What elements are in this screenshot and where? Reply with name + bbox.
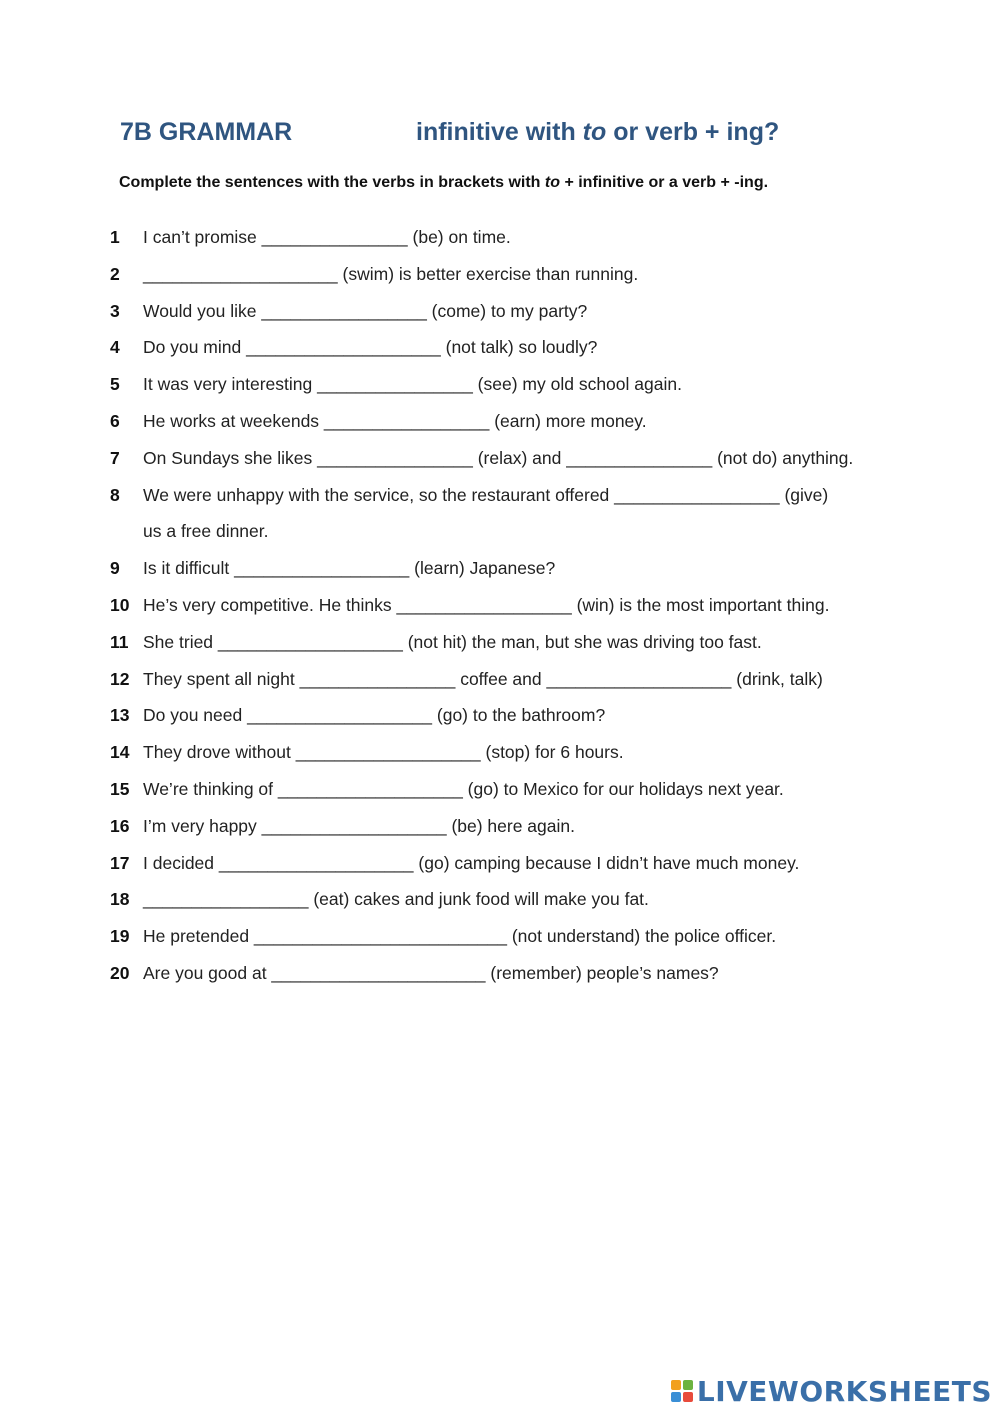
exercise-item: [110, 852, 910, 889]
exercise-sentence: He pretended __________________________ (not understand) the police officer.: [143, 926, 777, 947]
exercise-number: 5: [110, 374, 120, 395]
exercise-number: 12: [110, 668, 130, 689]
logo-square: [671, 1392, 681, 1402]
exercise-sentence: He’s very competitive. He thinks __________________ (win) is the most important thing.: [143, 594, 830, 615]
exercise-sentence: Are you good at ______________________ (remember) people’s names?: [143, 962, 719, 983]
exercise-item: [110, 815, 910, 852]
exercise-item: [110, 631, 910, 668]
exercise-sentence: They spent all night ________________ coffee and ___________________ (drink, talk): [143, 668, 823, 689]
exercise-item: [110, 704, 910, 741]
exercise-sentence: She tried ___________________ (not hit) the man, but she was driving too fast.: [143, 631, 762, 652]
exercise-number: 1: [110, 227, 120, 247]
exercise-number: 14: [110, 742, 130, 763]
exercise-sentence: We were unhappy with the service, so the restaurant offered _________________ (give): [143, 484, 829, 505]
exercise-item: [110, 594, 910, 631]
topic-part-2: or verb + ing?: [606, 118, 780, 146]
exercise-number: 3: [110, 300, 120, 321]
exercise-sentence: Is it difficult __________________ (learn) Japanese?: [143, 558, 556, 579]
liveworksheets-logo: [671, 1375, 992, 1407]
exercise-number: 13: [110, 705, 130, 726]
exercise-sentence: We’re thinking of ___________________ (go) to Mexico for our holidays next year.: [143, 778, 784, 799]
exercise-item: [110, 557, 910, 594]
logo-square: [683, 1380, 693, 1390]
exercise-item: [110, 300, 910, 337]
exercise-sentence: _________________ (eat) cakes and junk food will make you fat.: [143, 889, 649, 910]
topic-italic: to: [582, 118, 607, 146]
exercise-sentence-continuation: us a free dinner.: [143, 521, 269, 542]
exercise-item: [110, 226, 910, 263]
exercise-item: [110, 778, 910, 815]
instructions-italic: to: [544, 174, 560, 191]
exercise-number: 6: [110, 410, 120, 431]
logo-square: [671, 1380, 681, 1390]
brand-name: LIVEWORKSHEETS: [696, 1374, 992, 1408]
exercise-sentence: I decided ____________________ (go) camping because I didn’t have much money.: [143, 852, 800, 873]
exercise-item: [110, 447, 910, 484]
worksheet-code: 7B GRAMMAR: [120, 118, 293, 146]
exercise-number: 10: [110, 594, 130, 615]
exercise-number: 9: [110, 558, 120, 579]
exercise-number: 11: [110, 631, 129, 652]
exercise-sentence: I can’t promise _______________ (be) on time.: [143, 227, 511, 247]
exercise-item: [110, 263, 910, 300]
exercise-sentence: ____________________ (swim) is better exercise than running.: [143, 263, 639, 284]
exercise-sentence: They drove without ___________________ (stop) for 6 hours.: [143, 742, 624, 763]
exercise-sentence: I’m very happy ___________________ (be) here again.: [143, 815, 575, 836]
exercise-sentence: It was very interesting ________________ (see) my old school again.: [143, 374, 682, 395]
exercise-sentence: Do you need ___________________ (go) to the bathroom?: [143, 705, 606, 726]
logo-mark-icon: [671, 1380, 693, 1402]
exercise-item: [110, 925, 910, 962]
exercise-number: 20: [110, 962, 130, 983]
exercise-number: 16: [110, 815, 130, 836]
worksheet-topic: [416, 118, 779, 147]
exercise-number: 17: [110, 852, 130, 873]
exercise-sentence: He works at weekends _________________ (earn) more money.: [143, 410, 647, 431]
instructions: [119, 174, 919, 192]
exercise-number: 15: [110, 778, 130, 799]
exercise-number: 19: [110, 926, 130, 947]
exercise-item: [110, 668, 910, 705]
logo-square: [683, 1392, 693, 1402]
exercise-sentence: Do you mind ____________________ (not talk) so loudly?: [143, 337, 598, 358]
exercise-item: [110, 741, 910, 778]
exercise-number: 8: [110, 484, 120, 505]
exercise-sentence: On Sundays she likes ________________ (relax) and _______________ (not do) anything.: [143, 447, 854, 468]
exercise-number: 18: [110, 889, 130, 910]
exercise-item: [110, 373, 910, 410]
exercise-number: 2: [110, 263, 120, 284]
exercise-item: [110, 962, 910, 999]
exercise-item: [110, 484, 910, 558]
exercise-list: [110, 226, 910, 999]
exercise-item: [110, 410, 910, 447]
exercise-number: 7: [110, 447, 120, 468]
exercise-number: 4: [110, 337, 120, 358]
instructions-part-1: Complete the sentences with the verbs in brackets with: [119, 174, 545, 191]
worksheet-header: [120, 118, 880, 158]
exercise-item: [110, 888, 910, 925]
exercise-sentence: Would you like _________________ (come) to my party?: [143, 300, 588, 321]
instructions-part-2: + infinitive or a verb + -ing.: [560, 174, 769, 191]
topic-part-1: infinitive with: [416, 118, 583, 146]
exercise-item: [110, 336, 910, 373]
